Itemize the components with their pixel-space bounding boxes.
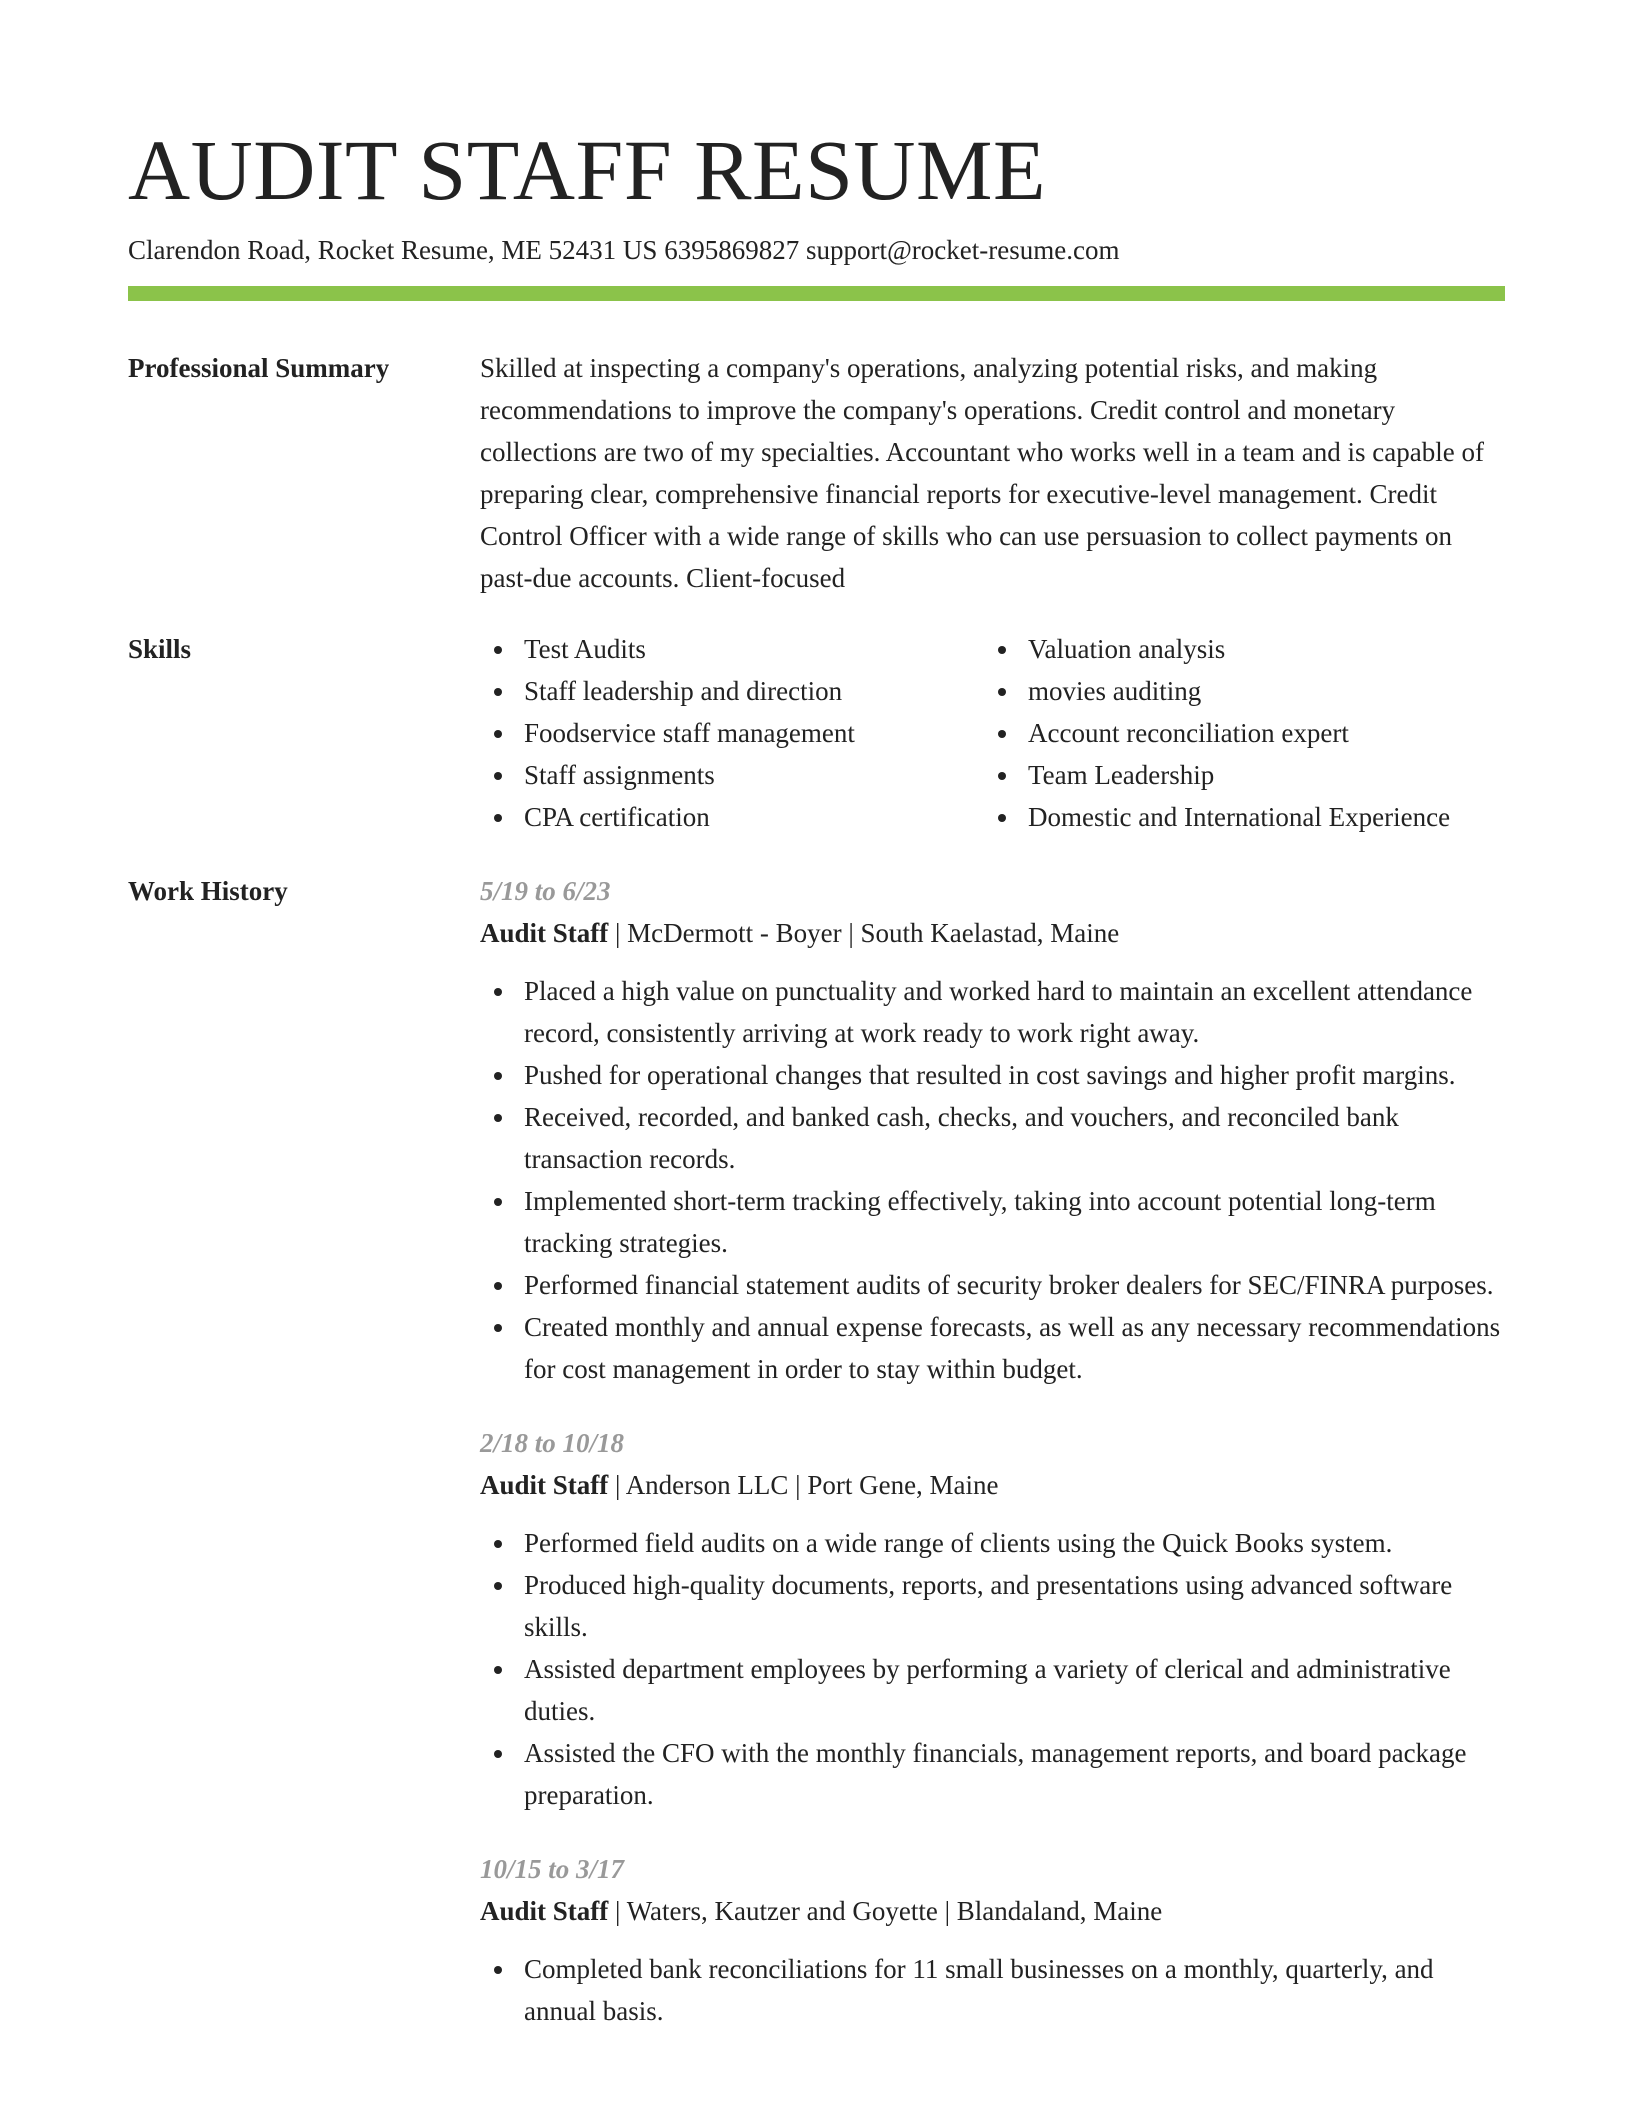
job-duty: Received, recorded, and banked cash, checks, and vouchers, and reconciled bank transaction records.: [480, 1096, 1505, 1180]
resume-title: AUDIT STAFF RESUME: [128, 122, 1047, 218]
summary-text: Skilled at inspecting a company's operations, analyzing potential risks, and making recommendations to improve the company's operations. Credit control and monetary collections are two of my specialties. Accountant who works well in a team and is capable of preparing clear, comprehensive financial reports for executive-level management. Credit Control Officer with a wide range of skills who can use persuasion to collect payments on past-due accounts. Client-focused: [480, 353, 1484, 593]
job-duty: Pushed for operational changes that resulted in cost savings and higher profit margins.: [480, 1054, 1505, 1096]
skill-item: Valuation analysis: [984, 628, 1505, 670]
skill-item: Staff assignments: [480, 754, 984, 796]
job-separator: |: [788, 1470, 808, 1500]
job-location: Port Gene, Maine: [807, 1470, 999, 1500]
job-entry: [480, 1422, 1505, 1816]
skill-item: Domestic and International Experience: [984, 796, 1505, 838]
skill-item: Foodservice staff management: [480, 712, 984, 754]
skill-item: movies auditing: [984, 670, 1505, 712]
job-company: Anderson LLC: [625, 1470, 789, 1500]
skill-item: Team Leadership: [984, 754, 1505, 796]
job-duty: Performed field audits on a wide range of clients using the Quick Books system.: [480, 1522, 1505, 1564]
accent-divider: [128, 286, 1505, 301]
job-dates: 5/19 to 6/23: [480, 876, 611, 906]
job-heading: [480, 1464, 1505, 1506]
skills-list-left: [480, 628, 984, 838]
work-history-heading: Work History: [128, 876, 288, 906]
skill-item: Test Audits: [480, 628, 984, 670]
job-entry: [480, 1848, 1505, 2032]
job-duty: Performed financial statement audits of security broker dealers for SEC/FINRA purposes.: [480, 1264, 1505, 1306]
job-separator: |: [608, 918, 628, 948]
job-separator: |: [608, 1470, 626, 1500]
job-role: Audit Staff: [480, 918, 609, 948]
job-duties-list: [480, 1522, 1505, 1816]
job-duty: Created monthly and annual expense forecasts, as well as any necessary recommendations for cost management in order to stay within budget.: [480, 1306, 1505, 1390]
job-role: Audit Staff: [480, 1470, 609, 1500]
job-company: McDermott - Boyer: [627, 918, 842, 948]
job-location: South Kaelastad, Maine: [860, 918, 1120, 948]
job-duties-list: [480, 1948, 1505, 2032]
job-separator: |: [608, 1896, 627, 1926]
job-separator: |: [841, 918, 861, 948]
job-dates: 10/15 to 3/17: [480, 1854, 625, 1884]
job-separator: |: [937, 1896, 957, 1926]
job-duty: Assisted the CFO with the monthly financials, management reports, and board package preparation.: [480, 1732, 1505, 1816]
job-heading: [480, 1890, 1505, 1932]
job-duties-list: [480, 970, 1505, 1390]
summary-heading: Professional Summary: [128, 353, 390, 383]
skills-list-right: [984, 628, 1505, 838]
skills-heading: Skills: [128, 634, 192, 664]
job-duty: Implemented short-term tracking effectively, taking into account potential long-term tracking strategies.: [480, 1180, 1505, 1264]
job-heading: [480, 912, 1505, 954]
job-dates: 2/18 to 10/18: [480, 1428, 625, 1458]
job-company: Waters, Kautzer and Goyette: [626, 1896, 938, 1926]
job-duty: Placed a high value on punctuality and worked hard to maintain an excellent attendance record, consistently arriving at work ready to work right away.: [480, 970, 1505, 1054]
job-location: Blandaland, Maine: [956, 1896, 1163, 1926]
skill-item: Account reconciliation expert: [984, 712, 1505, 754]
job-duty: Completed bank reconciliations for 11 small businesses on a monthly, quarterly, and annual basis.: [480, 1948, 1505, 2032]
job-role: Audit Staff: [480, 1896, 609, 1926]
skill-item: CPA certification: [480, 796, 984, 838]
job-entry: [480, 870, 1505, 1390]
skill-item: Staff leadership and direction: [480, 670, 984, 712]
job-duty: Assisted department employees by performing a variety of clerical and administrative duties.: [480, 1648, 1505, 1732]
job-duty: Produced high-quality documents, reports, and presentations using advanced software skills.: [480, 1564, 1505, 1648]
contact-line: Clarendon Road, Rocket Resume, ME 52431 US 6395869827 support@rocket-resume.com: [128, 235, 1120, 265]
